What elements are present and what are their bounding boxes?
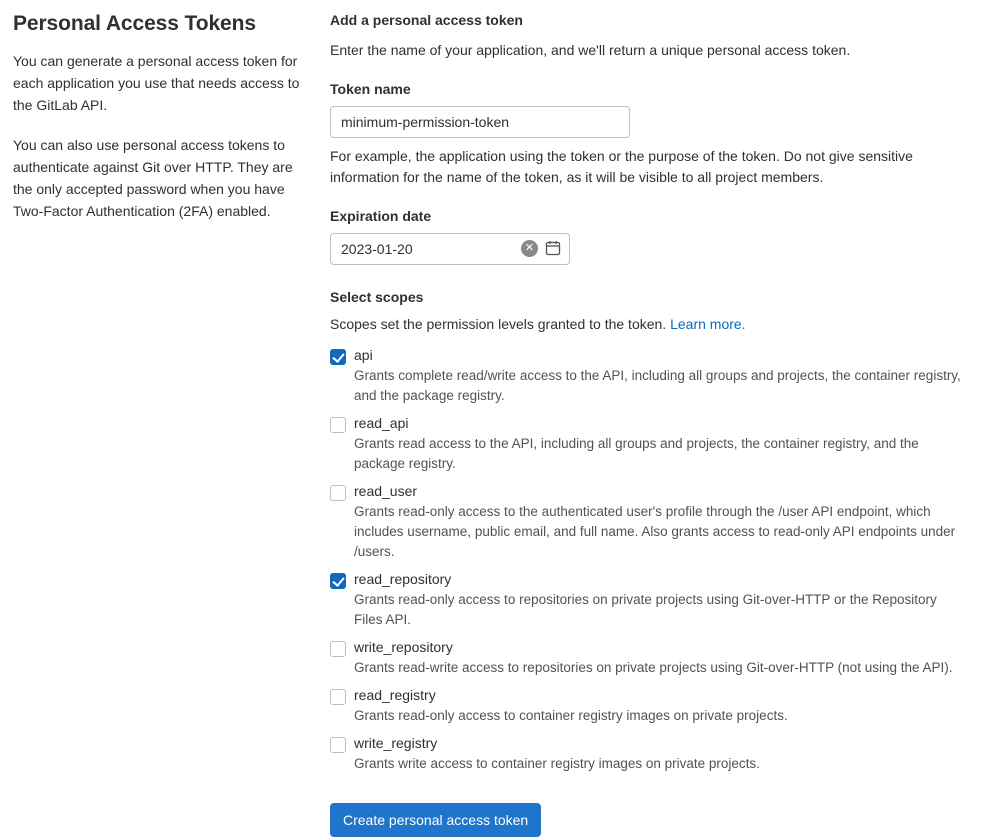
learn-more-link[interactable]: Learn more.: [670, 316, 746, 332]
scope-checkbox-read_repository[interactable]: [330, 573, 346, 589]
scopes-section: [330, 287, 966, 779]
scope-description-api: Grants complete read/write access to the API, including all groups and projects, the container registry, and the package registry.: [354, 368, 961, 403]
scope-row: [330, 481, 966, 567]
scope-label-read_user[interactable]: read_user: [354, 483, 418, 499]
scope-row: [330, 733, 966, 779]
scope-label-write_registry[interactable]: write_registry: [354, 735, 438, 751]
create-personal-access-token-button[interactable]: Create personal access token: [330, 803, 541, 837]
scope-description-read_api: Grants read access to the API, including all groups and projects, the container registry, and the package registry.: [354, 436, 919, 471]
intro-paragraph-2: You can also use personal access tokens to authenticate against Git over HTTP. They are the only accepted password when you have Two-Factor Authentication (2FA) enabled.: [13, 137, 293, 219]
token-form-column: [330, 10, 986, 828]
scope-label-read_registry[interactable]: read_registry: [354, 687, 436, 703]
scope-row: [330, 413, 966, 479]
scope-row: [330, 569, 966, 635]
scope-checkbox-write_repository[interactable]: [330, 641, 346, 657]
token-name-help: For example, the application using the token or the purpose of the token. Do not give sensitive information for the name of the token, as it will be visible to all project members.: [330, 148, 913, 185]
calendar-icon[interactable]: [544, 239, 562, 257]
form-title: Add a personal access token: [330, 12, 523, 28]
scopes-description-text: Scopes set the permission levels granted to the token.: [330, 316, 667, 332]
scope-checkbox-read_user[interactable]: [330, 485, 346, 501]
scope-label-api[interactable]: api: [354, 347, 373, 363]
scope-row: [330, 345, 966, 411]
token-name-input[interactable]: [330, 106, 630, 138]
scope-row: [330, 637, 966, 683]
token-name-label: Token name: [330, 81, 411, 97]
scope-description-write_registry: Grants write access to container registry images on private projects.: [354, 756, 760, 771]
scope-label-read_repository[interactable]: read_repository: [354, 571, 452, 587]
scope-checkbox-read_registry[interactable]: [330, 689, 346, 705]
scopes-description: [330, 314, 966, 335]
scopes-title: Select scopes: [330, 289, 424, 305]
scope-label-read_api[interactable]: read_api: [354, 415, 409, 431]
expiration-date-field: [330, 233, 570, 265]
scope-description-read_registry: Grants read-only access to container registry images on private projects.: [354, 708, 788, 723]
scope-label-write_repository[interactable]: write_repository: [354, 639, 453, 655]
scope-description-read_repository: Grants read-only access to repositories on private projects using Git-over-HTTP or the Repository Files API.: [354, 592, 937, 627]
scope-description-write_repository: Grants read-write access to repositories on private projects using Git-over-HTTP (not using the API).: [354, 660, 953, 675]
page-title: Personal Access Tokens: [13, 12, 256, 35]
expiration-date-label: Expiration date: [330, 208, 432, 224]
scope-checkbox-write_registry[interactable]: [330, 737, 346, 753]
scope-checkbox-read_api[interactable]: [330, 417, 346, 433]
scope-checkbox-api[interactable]: [330, 349, 346, 365]
clear-icon[interactable]: ✕: [521, 240, 538, 257]
intro-column: [0, 10, 330, 797]
form-description: Enter the name of your application, and we'll return a unique personal access token.: [330, 42, 851, 58]
intro-paragraph-1: You can generate a personal access token for each application you use that needs access to the GitLab API.: [13, 53, 300, 113]
scope-row: [330, 685, 966, 731]
scope-description-read_user: Grants read-only access to the authenticated user's profile through the /user API endpoint, which includes username, public email, and full name. Also grants access to read-only API endpoints under /users.: [354, 504, 956, 559]
